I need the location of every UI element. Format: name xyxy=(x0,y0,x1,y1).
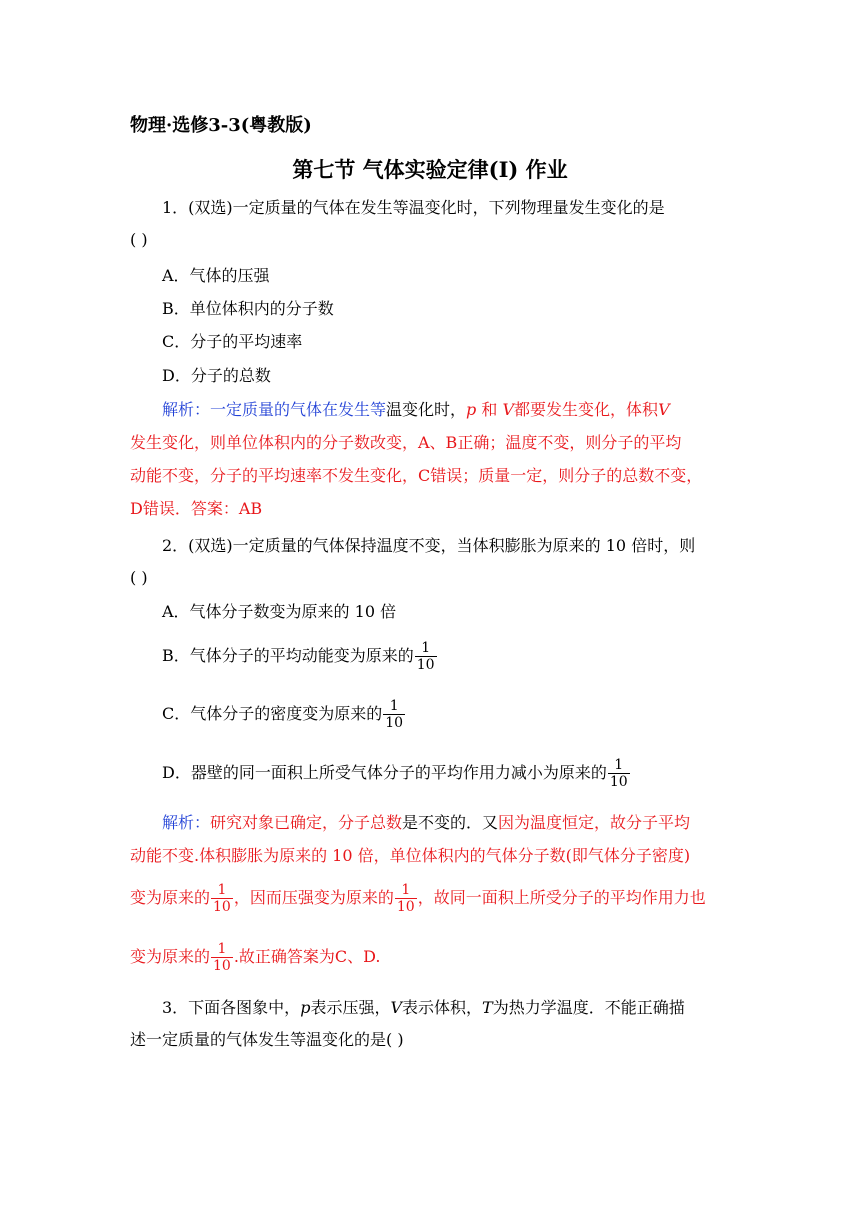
q1-option-c: C．分子的平均速率 xyxy=(162,332,303,351)
q1-stem-line2: ( ) xyxy=(130,230,148,249)
q3-var-p: p xyxy=(300,998,311,1017)
q2-option-d-text: D．器壁的同一面积上所受气体分子的平均作用力减小为原来的 xyxy=(162,763,607,782)
course-header: 物理·选修3-3(粤教版) xyxy=(130,115,312,136)
q2-analysis-black: 是不变的．又 xyxy=(402,813,499,832)
fraction: $\frac{1}{10}$ xyxy=(213,941,231,974)
q1-analysis-black: 温变化时， xyxy=(386,400,467,419)
fraction: $\frac{1}{10}$ xyxy=(396,882,415,915)
q1-var-v2: V xyxy=(658,400,670,419)
q3-var-v: V xyxy=(390,998,403,1017)
analysis-label: 解析： xyxy=(162,813,211,832)
fraction: $\frac{1}{10}$ xyxy=(385,698,404,731)
q1-analysis-line1 xyxy=(162,400,670,420)
fraction: $\frac{1}{10}$ xyxy=(416,640,435,673)
fraction: $\frac{1}{10}$ xyxy=(609,757,628,790)
q1-analysis-red: 都要发生变化，体积 xyxy=(514,400,659,419)
q2-option-c xyxy=(162,696,406,732)
q2-option-b xyxy=(162,638,438,674)
q1-option-d: D．分子的总数 xyxy=(162,366,271,385)
q2-option-c-text: C．气体分子的密度变为原来的 xyxy=(162,704,383,723)
q2-stem-line1: 2．(双选)一定质量的气体保持温度不变，当体积膨胀为原来的 10 倍时，则 xyxy=(162,536,696,555)
q1-var-v: V xyxy=(502,400,515,419)
q3-stem-line1: 3．下面各图象中，p表示压强，V表示体积，T为热力学温度．不能正确描 xyxy=(162,998,685,1017)
q3-stem-line2: 述一定质量的气体发生等温变化的是( ) xyxy=(130,1030,404,1049)
q2-analysis-line1 xyxy=(162,813,690,833)
q2-stem-line2: ( ) xyxy=(130,568,148,587)
q2-analysis-red2: 因为温度恒定，故分子平均 xyxy=(498,813,691,832)
q2-option-b-text: B．气体分子的平均动能变为原来的 xyxy=(162,646,414,665)
q1-var-p: p xyxy=(466,400,477,419)
q2-analysis-line3: 变为原来的 $\frac{1}{10}$ ，因而压强变为原来的 $\frac{1}{10}$ ，故同一面积上所受分子的平均作用力也 xyxy=(130,882,706,915)
q2-option-a: A．气体分子数变为原来的 10 倍 xyxy=(162,602,397,621)
q2-analysis-line4: 变为原来的 $\frac{1}{10}$ .故正确答案为C、D. xyxy=(130,941,381,974)
q1-analysis-line4: D错误．答案：AB xyxy=(130,499,263,518)
q2-analysis-line2: 动能不变.体积膨胀为原来的 10 倍，单位体积内的气体分子数(即气体分子密度) xyxy=(130,846,691,865)
analysis-label: 解析： xyxy=(162,400,211,419)
q1-option-b: B．单位体积内的分子数 xyxy=(162,299,334,318)
fraction: $\frac{1}{10}$ xyxy=(213,882,231,915)
q2-analysis-red: 研究对象已确定，分子总数 xyxy=(210,813,403,832)
q1-stem-line1: 1．(双选)一定质量的气体在发生等温变化时，下列物理量发生变化的是 xyxy=(162,198,665,217)
q1-analysis-line2: 发生变化，则单位体积内的分子数改变，A、B正确；温度不变，则分子的平均 xyxy=(130,433,682,452)
q1-option-a: A．气体的压强 xyxy=(162,266,270,285)
q1-and: 和 xyxy=(476,400,503,419)
q2-option-d xyxy=(162,755,631,791)
q1-analysis-line3: 动能不变，分子的平均速率不发生变化，C错误；质量一定，则分子的总数不变， xyxy=(130,466,703,485)
q3-var-t: T xyxy=(482,998,493,1017)
section-title: 第七节 气体实验定律(Ⅰ) 作业 xyxy=(292,157,568,182)
q1-analysis-blue: 一定质量的气体在发生等 xyxy=(210,400,387,419)
